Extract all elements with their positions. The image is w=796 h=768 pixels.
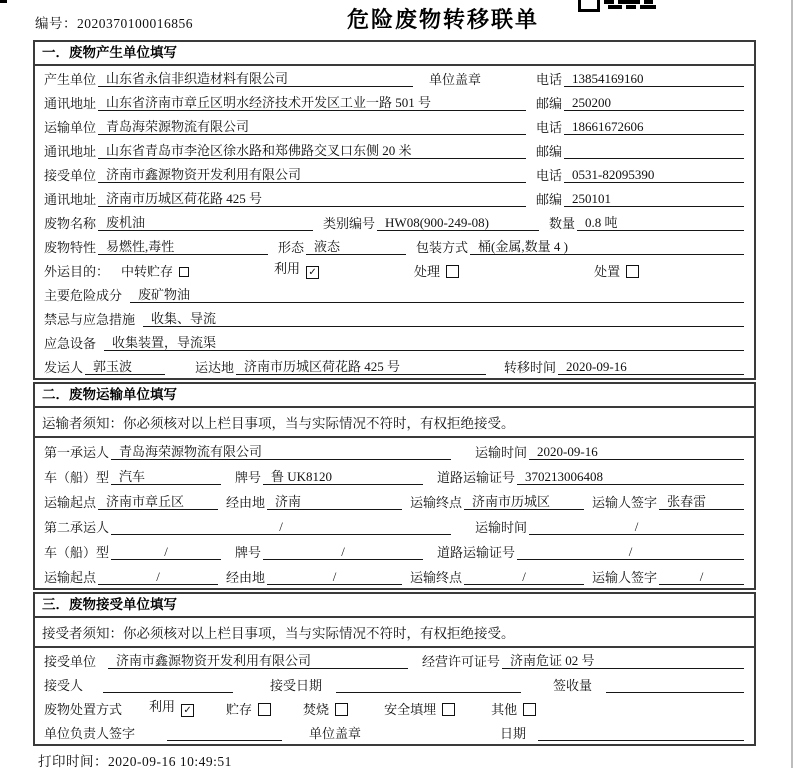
accepting-unit-value: 济南市鑫源物资开发利用有限公司 <box>108 653 408 669</box>
disposal-utilize-checkbox: ✓ <box>181 704 194 717</box>
purpose-utilize-label: 利用 <box>274 261 301 276</box>
acceptor-label: 接受人 <box>44 678 84 693</box>
responsible-signature-label: 单位负责人签字 <box>44 726 136 741</box>
plate-number-2-label: 牌号 <box>235 545 262 560</box>
second-carrier-value: / <box>111 519 451 535</box>
route-end-2-value: / <box>464 569 584 585</box>
producer-phone-value: 13854169160 <box>564 71 744 87</box>
qr-code-fragment <box>578 0 662 10</box>
destination-label: 运达地 <box>195 360 235 375</box>
route-via-2-value: / <box>267 569 402 585</box>
row-vehicle-type-1 <box>35 463 754 488</box>
section-producer <box>33 40 756 380</box>
row-waste-name <box>35 210 754 234</box>
route-via-value: 济南 <box>267 494 402 510</box>
hazard-component-value: 废矿物油 <box>130 287 744 303</box>
carrier-signature-2-value: / <box>659 569 744 585</box>
disposal-incinerate-label: 焚烧 <box>303 702 330 717</box>
document-header <box>0 0 796 38</box>
waste-quantity-label: 数量 <box>549 216 576 231</box>
unit-seal-label: 单位盖章 <box>429 72 482 87</box>
disposal-landfill <box>384 702 455 717</box>
disposal-landfill-label: 安全填埋 <box>384 702 437 717</box>
transport-time-2-value: / <box>529 519 744 535</box>
vehicle-type-2-label: 车（船）型 <box>44 545 110 560</box>
transporter-address-value: 山东省青岛市李沧区徐水路和郑佛路交叉口东侧 20 米 <box>98 143 526 159</box>
row-receiver-address <box>35 186 754 210</box>
carrier-signature-2-label: 运输人签字 <box>592 570 658 585</box>
road-permit-value: 370213006408 <box>517 469 744 485</box>
packaging-value: 桶(金属,数量 4 ) <box>470 239 744 255</box>
accept-date-value <box>336 692 521 693</box>
waste-code-label: 类别编号 <box>323 216 376 231</box>
row-route-1 <box>35 488 754 513</box>
plate-number-label: 牌号 <box>235 470 262 485</box>
purpose-treat-checkbox <box>446 265 459 278</box>
row-accepting-unit <box>35 648 754 672</box>
waste-property-label: 废物特性 <box>44 240 97 255</box>
plate-number-value: 鲁 UK8120 <box>263 469 423 485</box>
waste-quantity-value: 0.8 吨 <box>577 215 744 231</box>
purpose-treat <box>414 264 459 279</box>
page-edge-line <box>791 0 793 768</box>
emergency-equipment-label: 应急设备 <box>44 336 97 351</box>
transport-time-2-label: 运输时间 <box>475 520 528 535</box>
producer-address-label: 通讯地址 <box>44 96 97 111</box>
row-hazard-component <box>35 282 754 306</box>
receiver-phone-value: 0531-82095390 <box>564 167 744 183</box>
purpose-transfer-storage <box>121 264 189 279</box>
carrier-signature-value: 张春雷 <box>659 494 744 510</box>
row-route-2 <box>35 563 754 588</box>
destination-value: 济南市历城区荷花路 425 号 <box>236 359 486 375</box>
route-end-label: 运输终点 <box>410 495 463 510</box>
transporter-address-label: 通讯地址 <box>44 144 97 159</box>
purpose-treat-label: 处理 <box>414 264 441 279</box>
packaging-label: 包装方式 <box>416 240 469 255</box>
producer-unit-label: 产生单位 <box>44 72 97 87</box>
waste-form-label: 形态 <box>278 240 305 255</box>
transport-time-value: 2020-09-16 <box>529 444 744 460</box>
transporter-zip-value <box>564 158 744 159</box>
road-permit-2-value: / <box>517 544 744 560</box>
row-emergency-equipment <box>35 330 754 354</box>
serial-label: 编号： <box>35 16 77 31</box>
transporter-unit-label: 运输单位 <box>44 120 97 135</box>
route-origin-label: 运输起点 <box>44 495 97 510</box>
producer-zip-value: 250200 <box>564 95 744 111</box>
receiver-zip-value: 250101 <box>564 191 744 207</box>
row-disposal-method <box>35 696 754 720</box>
waste-name-value: 废机油 <box>98 215 313 231</box>
section-receiver <box>33 592 756 746</box>
purpose-dispose <box>594 264 639 279</box>
waste-form-value: 液态 <box>306 239 406 255</box>
consignor-label: 发运人 <box>44 360 84 375</box>
section-transport <box>33 382 756 590</box>
receiver-address-label: 通讯地址 <box>44 192 97 207</box>
second-carrier-label: 第二承运人 <box>44 520 110 535</box>
route-end-2-label: 运输终点 <box>410 570 463 585</box>
plate-number-2-value: / <box>263 544 423 560</box>
disposal-incinerate-checkbox <box>335 703 348 716</box>
transfer-date-label: 转移时间 <box>504 360 557 375</box>
row-emergency-measures <box>35 306 754 330</box>
transport-time-label: 运输时间 <box>475 445 528 460</box>
row-producer-unit <box>35 66 754 90</box>
road-permit-label: 道路运输证号 <box>437 470 516 485</box>
route-origin-2-value: / <box>98 569 218 585</box>
row-waste-property <box>35 234 754 258</box>
print-time-value: 2020-09-16 10:49:51 <box>108 754 232 768</box>
first-carrier-value: 青岛海荣源物流有限公司 <box>111 444 451 460</box>
producer-address-value: 山东省济南市章丘区明水经济技术开发区工业一路 501 号 <box>98 95 526 111</box>
vehicle-type-2-value: / <box>111 544 221 560</box>
receiver-seal-label: 单位盖章 <box>309 726 362 741</box>
print-time-label: 打印时间： <box>38 754 108 768</box>
carrier-signature-label: 运输人签字 <box>592 495 658 510</box>
route-via-2-label: 经由地 <box>226 570 266 585</box>
disposal-storage-label: 贮存 <box>226 702 253 717</box>
disposal-other-label: 其他 <box>491 702 518 717</box>
disposal-other <box>491 702 536 717</box>
transporter-unit-value: 青岛海荣源物流有限公司 <box>98 119 526 135</box>
purpose-utilize-checkbox: ✓ <box>306 266 319 279</box>
row-first-carrier <box>35 438 754 463</box>
responsible-signature-value <box>167 740 282 741</box>
section-producer-header: 一．废物产生单位填写 <box>35 42 754 66</box>
producer-phone-label: 电话 <box>535 72 562 87</box>
disposal-utilize-label: 利用 <box>149 699 176 714</box>
receiver-phone-label: 电话 <box>535 168 562 183</box>
disposal-incinerate <box>303 702 348 717</box>
row-vehicle-type-2 <box>35 538 754 563</box>
waste-name-label: 废物名称 <box>44 216 97 231</box>
purpose-dispose-label: 处置 <box>594 264 621 279</box>
section-receiver-header: 三．废物接受单位填写 <box>35 594 754 618</box>
disposal-utilize <box>149 699 194 717</box>
emergency-equipment-value: 收集装置，导流渠 <box>104 335 744 351</box>
accepting-unit-label: 接受单位 <box>44 654 97 669</box>
serial-value: 2020370100016856 <box>77 16 193 31</box>
emergency-measures-value: 收集、导流 <box>143 311 744 327</box>
receiver-notice: 接受者须知：你必须核对以上栏目事项，当与实际情况不符时，有权拒绝接受。 <box>35 618 754 648</box>
receiver-zip-label: 邮编 <box>535 192 562 207</box>
row-responsible-signature <box>35 720 754 744</box>
receiver-address-value: 济南市历城区荷花路 425 号 <box>98 191 526 207</box>
hazard-component-label: 主要危险成分 <box>44 288 123 303</box>
emergency-measures-label: 禁忌与应急措施 <box>44 312 136 327</box>
receiver-unit-label: 接受单位 <box>44 168 97 183</box>
disposal-other-checkbox <box>523 703 536 716</box>
transport-notice: 运输者须知：你必须核对以上栏目事项，当与实际情况不符时，有权拒绝接受。 <box>35 408 754 438</box>
license-number-value: 济南危证 02 号 <box>502 653 744 669</box>
transporter-zip-label: 邮编 <box>535 144 562 159</box>
disposal-storage <box>226 702 271 717</box>
waste-property-value: 易燃性,毒性 <box>98 239 268 255</box>
consignor-value: 郭玉波 <box>85 359 165 375</box>
road-permit-2-label: 道路运输证号 <box>437 545 516 560</box>
received-quantity-label: 签收量 <box>553 678 593 693</box>
purpose-transfer-storage-checkbox <box>179 267 189 277</box>
page-title: 危险废物转移联单 <box>346 7 539 32</box>
purpose-transfer-storage-label: 中转贮存 <box>121 264 174 279</box>
license-number-label: 经营许可证号 <box>422 654 501 669</box>
transporter-phone-value: 18661672606 <box>564 119 744 135</box>
transfer-date-value: 2020-09-16 <box>558 359 744 375</box>
row-acceptor <box>35 672 754 696</box>
disposal-storage-checkbox <box>258 703 271 716</box>
received-quantity-value <box>606 692 744 693</box>
row-second-carrier <box>35 513 754 538</box>
producer-unit-value: 山东省永信非织造材料有限公司 <box>98 71 413 87</box>
route-via-label: 经由地 <box>226 495 266 510</box>
outbound-purpose-label: 外运目的： <box>44 264 110 279</box>
seal-date-label: 日期 <box>500 726 527 741</box>
route-origin-value: 济南市章丘区 <box>98 494 218 510</box>
receiver-unit-value: 济南市鑫源物资开发利用有限公司 <box>98 167 526 183</box>
first-carrier-label: 第一承运人 <box>44 445 110 460</box>
row-receiver-unit <box>35 162 754 186</box>
producer-zip-label: 邮编 <box>535 96 562 111</box>
purpose-dispose-checkbox <box>626 265 639 278</box>
route-end-value: 济南市历城区 <box>464 494 584 510</box>
waste-code-value: HW08(900-249-08) <box>377 215 539 231</box>
disposal-method-label: 废物处置方式 <box>44 702 123 717</box>
print-time <box>38 750 232 768</box>
transporter-phone-label: 电话 <box>535 120 562 135</box>
row-outbound-purpose <box>35 258 754 282</box>
route-origin-2-label: 运输起点 <box>44 570 97 585</box>
section-transport-header: 二．废物运输单位填写 <box>35 384 754 408</box>
row-consignor <box>35 354 754 378</box>
vehicle-type-label: 车（船）型 <box>44 470 110 485</box>
row-transporter-address <box>35 138 754 162</box>
transfer-form <box>33 40 756 748</box>
disposal-landfill-checkbox <box>442 703 455 716</box>
row-producer-address <box>35 90 754 114</box>
purpose-utilize <box>274 261 319 279</box>
vehicle-type-value: 汽车 <box>111 469 221 485</box>
acceptor-value <box>103 692 233 693</box>
seal-date-value <box>538 740 744 741</box>
row-transporter-unit <box>35 114 754 138</box>
accept-date-label: 接受日期 <box>270 678 323 693</box>
